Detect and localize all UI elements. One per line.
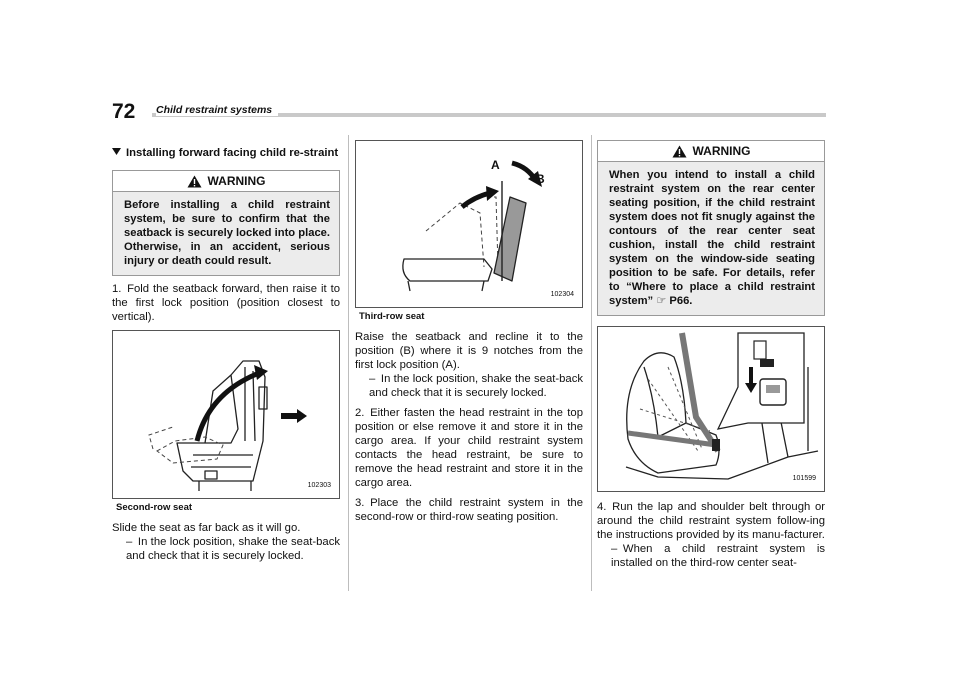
step-4: 4. Run the lap and shoulder belt through or around the child restraint system follow-ing the instructions provided by its manu-facturer. [597,501,825,541]
figure-id: 102304 [550,291,574,298]
page-number: 72 [112,100,136,123]
third-row-seat-illustration [356,141,582,307]
warning-text: When you intend to install a child restraint system on the rear center seating position, if the child restraint system does not fit snugly against the contours of the rear center seat cushion, install the child restraint system on the window-side seating position to be safe. For details, refer to “Where to place a child restraint system” ☞ P66. [609,169,815,307]
second-row-seat-illustration [113,331,339,498]
step-1: 1. Fold the seatback forward, then raise it to the first lock position (position closest to vertical). [112,283,340,323]
column-left [112,140,340,563]
warning-label: WARNING [207,174,266,188]
section-heading-text: Installing forward facing child re-straint [126,147,339,159]
column-divider-right [591,135,592,591]
column-middle [355,140,583,524]
column-divider-left [348,135,349,591]
figure-second-row-seat [112,330,340,499]
figure-id: 101599 [792,475,816,482]
step-2: 2. Either fasten the head restraint in the top position or else remove it and store it in the cargo area. If your child restraint system contacts the head restraint, be sure to remove the head restraint and store it in the cargo area. [355,407,583,489]
warning-header [598,141,824,162]
warning-triangle-icon [672,145,687,158]
figure-third-row-seat [355,140,583,308]
figure-caption: Third-row seat [359,311,425,322]
warning-label: WARNING [692,144,751,158]
figure-id: 102303 [307,482,331,489]
warning-box [597,140,825,316]
sub-step: – When a child restraint system is installed on the third-row center seat- [611,543,825,569]
section-heading [112,146,340,160]
figure-caption: Second-row seat [116,502,193,513]
figure-child-seat-belt [597,326,825,492]
warning-box [112,170,340,276]
warning-text: Before installing a child restraint system, be sure to confirm that the seatback is securely locked into place. Otherwise, in an accident, serious injury or death could result. [124,199,330,267]
label-b: B [536,172,545,186]
column-right [597,140,825,570]
label-a: A [491,158,500,172]
warning-triangle-icon [187,175,202,188]
page-header [112,102,826,122]
step-3: 3. Place the child restraint system in the second-row or third-row seating position. [355,497,583,523]
sub-step: – In the lock position, shake the seat-back and check that it is securely locked. [126,536,340,562]
paragraph-raise-seatback: Raise the seatback and recline it to the position (B) where it is 9 notches from the first lock position (A). [355,331,583,371]
warning-header [113,171,339,192]
paragraph-slide-seat: Slide the seat as far back as it will go. [112,522,301,534]
section-title: Child restraint systems [156,104,278,116]
triangle-bullet-icon [112,146,126,160]
child-seat-belt-illustration [598,327,824,491]
sub-step: – In the lock position, shake the seat-back and check that it is securely locked. [369,373,583,399]
